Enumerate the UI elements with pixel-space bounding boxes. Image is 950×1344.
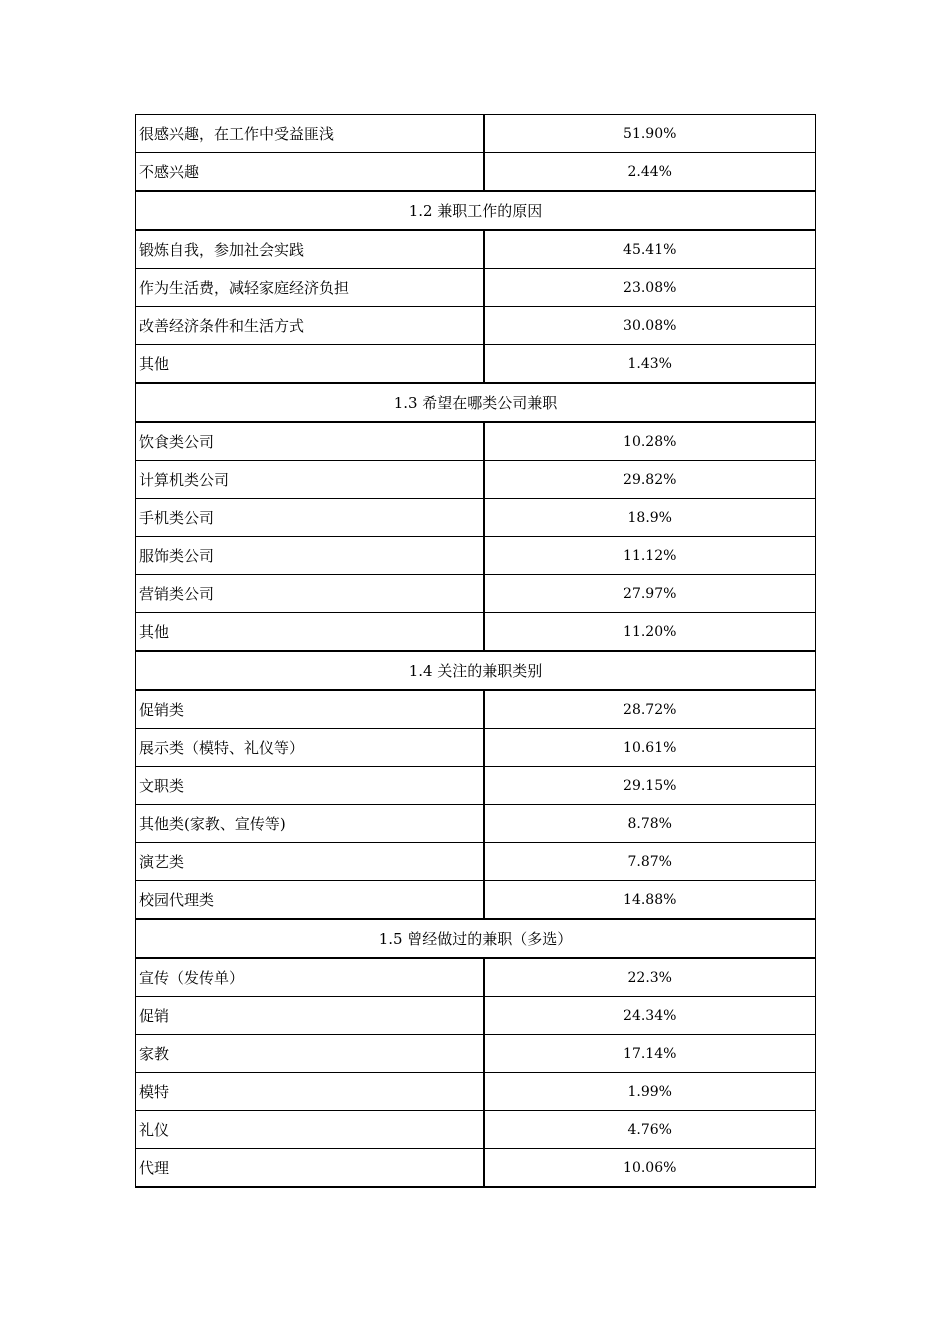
row-value: 7.87%	[484, 843, 816, 881]
table-row	[136, 269, 816, 307]
row-value: 2.44%	[484, 153, 816, 192]
row-label: 不感兴趣	[136, 153, 484, 192]
row-label: 饮食类公司	[136, 422, 484, 461]
table-row	[136, 729, 816, 767]
row-value: 11.20%	[484, 613, 816, 652]
table-row	[136, 843, 816, 881]
row-value: 4.76%	[484, 1111, 816, 1149]
section-heading-row	[136, 651, 816, 690]
row-value: 29.82%	[484, 461, 816, 499]
row-label: 校园代理类	[136, 881, 484, 920]
row-label: 展示类（模特、礼仪等）	[136, 729, 484, 767]
row-label: 促销类	[136, 690, 484, 729]
row-value: 24.34%	[484, 997, 816, 1035]
row-label: 促销	[136, 997, 484, 1035]
table-row	[136, 1149, 816, 1188]
row-label: 文职类	[136, 767, 484, 805]
survey-results-table	[135, 114, 816, 1188]
row-label: 礼仪	[136, 1111, 484, 1149]
row-label: 改善经济条件和生活方式	[136, 307, 484, 345]
row-label: 计算机类公司	[136, 461, 484, 499]
row-label: 其他类(家教、宣传等)	[136, 805, 484, 843]
row-label: 作为生活费，减轻家庭经济负担	[136, 269, 484, 307]
row-value: 10.06%	[484, 1149, 816, 1188]
row-value: 23.08%	[484, 269, 816, 307]
row-value: 1.43%	[484, 345, 816, 384]
table-row	[136, 115, 816, 153]
section-heading: 1.5 曾经做过的兼职（多选）	[136, 919, 816, 958]
section-heading-row	[136, 919, 816, 958]
table-row	[136, 997, 816, 1035]
row-label: 其他	[136, 613, 484, 652]
table-row	[136, 1111, 816, 1149]
row-label: 代理	[136, 1149, 484, 1188]
row-value: 29.15%	[484, 767, 816, 805]
row-label: 服饰类公司	[136, 537, 484, 575]
row-label: 手机类公司	[136, 499, 484, 537]
table-row	[136, 345, 816, 384]
row-value: 14.88%	[484, 881, 816, 920]
row-value: 28.72%	[484, 690, 816, 729]
table-row	[136, 1035, 816, 1073]
table-row	[136, 805, 816, 843]
row-value: 8.78%	[484, 805, 816, 843]
table-row	[136, 575, 816, 613]
table-row	[136, 307, 816, 345]
row-value: 22.3%	[484, 958, 816, 997]
row-label: 家教	[136, 1035, 484, 1073]
section-heading-row	[136, 191, 816, 230]
table-row	[136, 230, 816, 269]
section-heading: 1.4 关注的兼职类别	[136, 651, 816, 690]
section-heading: 1.3 希望在哪类公司兼职	[136, 383, 816, 422]
row-value: 11.12%	[484, 537, 816, 575]
row-label: 其他	[136, 345, 484, 384]
section-heading: 1.2 兼职工作的原因	[136, 191, 816, 230]
table-row	[136, 958, 816, 997]
table-row	[136, 613, 816, 652]
row-value: 10.28%	[484, 422, 816, 461]
table-row	[136, 422, 816, 461]
row-label: 宣传（发传单）	[136, 958, 484, 997]
section-heading-row	[136, 383, 816, 422]
table-row	[136, 767, 816, 805]
table-row	[136, 499, 816, 537]
table-row	[136, 537, 816, 575]
row-value: 51.90%	[484, 115, 816, 153]
row-value: 1.99%	[484, 1073, 816, 1111]
row-value: 18.9%	[484, 499, 816, 537]
table-row	[136, 881, 816, 920]
row-label: 很感兴趣，在工作中受益匪浅	[136, 115, 484, 153]
row-value: 10.61%	[484, 729, 816, 767]
row-value: 30.08%	[484, 307, 816, 345]
table-row	[136, 690, 816, 729]
row-label: 营销类公司	[136, 575, 484, 613]
row-value: 27.97%	[484, 575, 816, 613]
table-row	[136, 153, 816, 192]
row-value: 17.14%	[484, 1035, 816, 1073]
row-value: 45.41%	[484, 230, 816, 269]
table-row	[136, 461, 816, 499]
row-label: 模特	[136, 1073, 484, 1111]
row-label: 演艺类	[136, 843, 484, 881]
table-row	[136, 1073, 816, 1111]
row-label: 锻炼自我，参加社会实践	[136, 230, 484, 269]
